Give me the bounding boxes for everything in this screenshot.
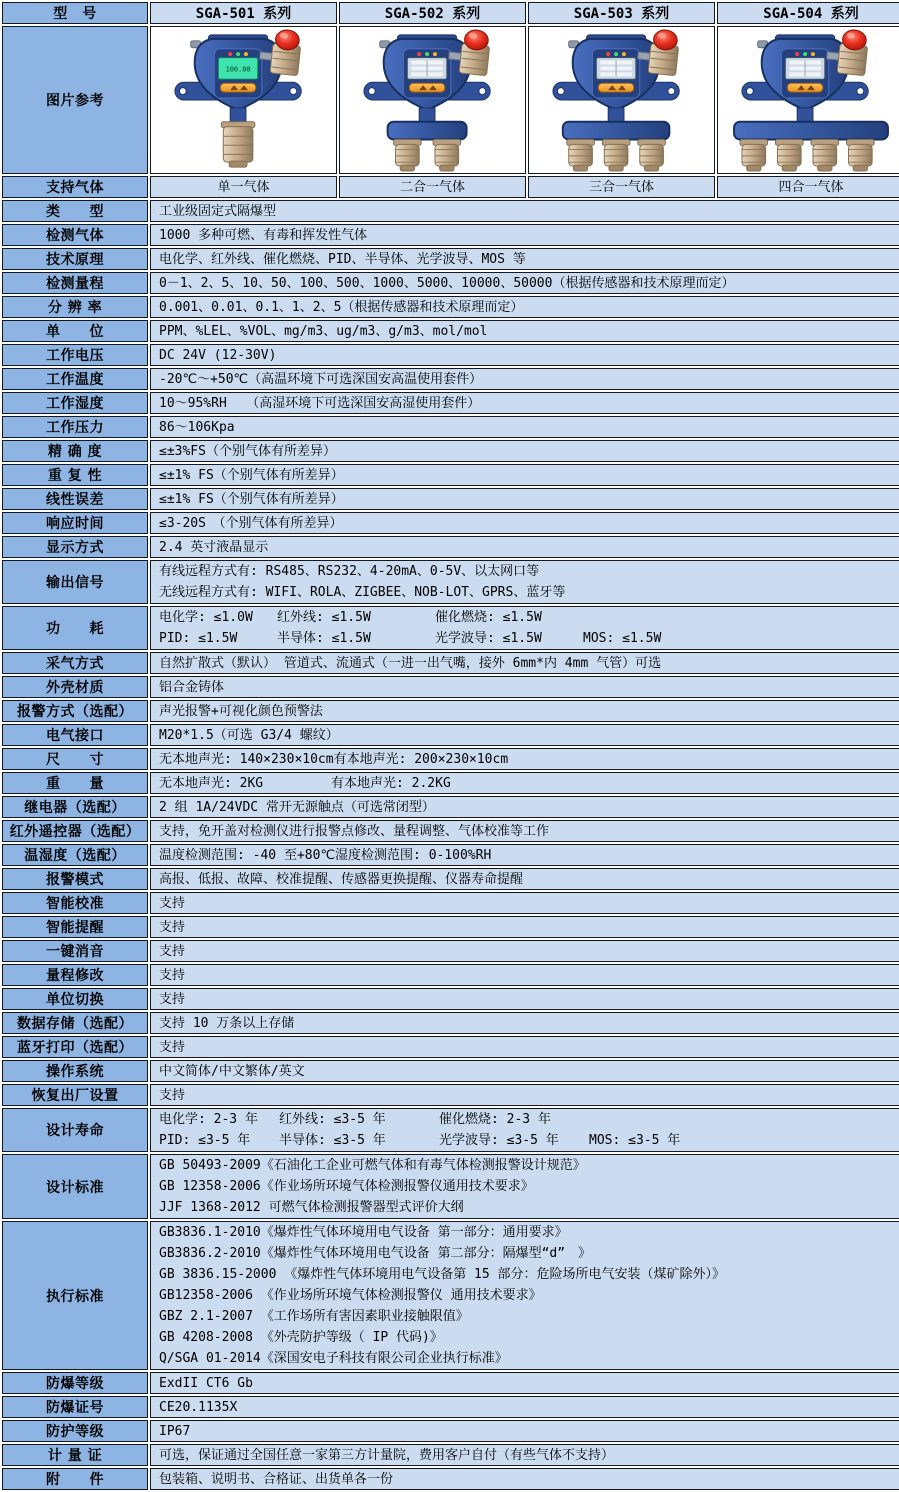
- table-row: [2, 248, 899, 270]
- device-image-cell: [717, 26, 899, 174]
- value-line: GB 12358-2006《作业场所环境气体检测报警仪通用技术要求》: [159, 1179, 534, 1194]
- value-segment: 红外线: ≤1.5W: [277, 610, 371, 625]
- value-segment: 有本地声光: 200×230×10cm: [333, 751, 509, 767]
- value-line: 支持: [159, 895, 186, 911]
- table-row: [2, 940, 899, 962]
- value-line: ≤±3%FS（个别气体有所差异）: [159, 443, 336, 459]
- value-segment: 红外线: ≤3-5 年: [279, 1112, 386, 1127]
- row-label-41: 防护等级: [2, 1420, 148, 1442]
- sensor-cylinder: [811, 139, 839, 171]
- device-image-sga-503: [533, 27, 711, 173]
- value-segment: 电化学: ≤1.0W: [159, 610, 253, 625]
- device-buttons: [598, 83, 634, 92]
- row-label-15: 输出信号: [2, 560, 148, 604]
- row-value: [150, 940, 899, 962]
- row-value: [150, 796, 899, 818]
- row-value: [150, 224, 899, 246]
- table-row: [2, 488, 899, 510]
- row-label-1: 检测气体: [2, 224, 148, 246]
- value-line: Q/SGA 01-2014《深国安电子科技有限公司企业执行标准》: [159, 1351, 508, 1366]
- table-row: [2, 344, 899, 366]
- row-value: [150, 892, 899, 914]
- value-line: [159, 847, 899, 864]
- gas-value-0: 单一气体: [150, 176, 337, 198]
- row-label-32: 数据存储（选配）: [2, 1012, 148, 1034]
- value-line: DC 24V (12-30V): [159, 347, 277, 363]
- value-line: 支持 10 万条以上存储: [159, 1015, 295, 1031]
- table-row: [2, 1420, 899, 1442]
- table-row: [2, 512, 899, 534]
- value-segment: MOS: ≤1.5W: [583, 631, 662, 646]
- table-row-gas: [2, 176, 899, 198]
- value-line: ExdII CT6 Gb: [159, 1375, 253, 1391]
- value-line: M20*1.5（可选 G3/4 螺纹）: [159, 727, 339, 743]
- device-image-cell: [150, 26, 337, 174]
- row-label-43: 附 件: [2, 1468, 148, 1490]
- row-label-model: 型 号: [2, 2, 148, 24]
- row-value: [150, 1221, 899, 1370]
- table-row: [2, 368, 899, 390]
- led-green: [425, 52, 429, 56]
- value-line: 无线远程方式有: WIFI、ROLA、ZIGBEE、NOB-LOT、GPRS、蓝牙等: [159, 585, 566, 600]
- value-line: GB3836.1-2010《爆炸性气体环境用电气设备 第一部分：通用要求》: [159, 1225, 568, 1240]
- value-line: 中文简体/中文繁体/英文: [159, 1063, 305, 1079]
- row-label-25: 温湿度（选配）: [2, 844, 148, 866]
- value-line: 0.001、0.01、0.1、1、2、5（根据传感器和技术原理而定）: [159, 299, 524, 315]
- table-row: [2, 606, 899, 650]
- device-image-cell: [528, 26, 715, 174]
- row-label-gas: 支持气体: [2, 176, 148, 198]
- value-line: [159, 1130, 899, 1151]
- row-value: [150, 964, 899, 986]
- sensor-manifold: [562, 122, 669, 140]
- led-green: [803, 52, 807, 56]
- row-value: [150, 440, 899, 462]
- table-row: [2, 916, 899, 938]
- device-buttons: [409, 83, 445, 92]
- value-line: ≤±1% FS（个别气体有所差异）: [159, 467, 344, 483]
- table-row: [2, 464, 899, 486]
- row-value: [150, 676, 899, 698]
- table-row: [2, 700, 899, 722]
- value-line: 可选，保证通过全国任意一家第三方计量院，费用客户自付（有些气体不支持）: [159, 1447, 615, 1463]
- row-value: [150, 748, 899, 770]
- value-line: 支持: [159, 1039, 186, 1055]
- row-value: [150, 1420, 899, 1442]
- value-line: IP67: [159, 1423, 191, 1439]
- table-row: [2, 988, 899, 1010]
- led-green: [614, 52, 618, 56]
- sensor-cylinder: [602, 139, 630, 171]
- table-row: [2, 964, 899, 986]
- table-row: [2, 440, 899, 462]
- table-row: [2, 392, 899, 414]
- row-label-27: 智能校准: [2, 892, 148, 914]
- row-value: [150, 488, 899, 510]
- row-label-2: 技术原理: [2, 248, 148, 270]
- table-row: [2, 536, 899, 558]
- row-value: [150, 272, 899, 294]
- value-segment: 催化燃烧: ≤1.5W: [435, 610, 542, 625]
- table-row: [2, 1468, 899, 1490]
- row-label-0: 类 型: [2, 200, 148, 222]
- value-segment: PID: ≤1.5W: [159, 631, 238, 646]
- value-line: 2 组 1A/24VDC 常开无源触点（可选常闭型）: [159, 799, 435, 815]
- row-label-36: 设计寿命: [2, 1108, 148, 1152]
- row-label-18: 外壳材质: [2, 676, 148, 698]
- row-label-19: 报警方式（选配）: [2, 700, 148, 722]
- device-buttons: [787, 83, 823, 92]
- row-label-38: 执行标准: [2, 1221, 148, 1370]
- row-label-31: 单位切换: [2, 988, 148, 1010]
- row-value: [150, 652, 899, 674]
- table-row: [2, 1036, 899, 1058]
- value-line: 电化学、红外线、催化燃烧、PID、半导体、光学波导、MOS 等: [159, 251, 526, 267]
- row-value: [150, 844, 899, 866]
- row-label-37: 设计标准: [2, 1154, 148, 1219]
- row-value: [150, 606, 899, 650]
- row-label-42: 计 量 证: [2, 1444, 148, 1466]
- table-row: [2, 820, 899, 842]
- row-label-35: 恢复出厂设置: [2, 1084, 148, 1106]
- value-line: 10～95%RH （高湿环境下可选深国安高湿使用套件）: [159, 395, 481, 411]
- model-header-3: SGA-504 系列: [717, 2, 899, 24]
- value-line: 自然扩散式（默认） 管道式、流通式（一进一出气嘴，接外 6mm*内 4mm 气管）可选: [159, 655, 662, 671]
- row-value: [150, 700, 899, 722]
- row-value: [150, 392, 899, 414]
- table-row: [2, 772, 899, 794]
- value-line: 铝合金铸体: [159, 679, 225, 695]
- row-value: [150, 1060, 899, 1082]
- value-line: [159, 628, 899, 649]
- row-value: [150, 916, 899, 938]
- row-value: [150, 820, 899, 842]
- row-label-11: 重 复 性: [2, 464, 148, 486]
- value-line: [159, 751, 899, 768]
- model-header-0: SGA-501 系列: [150, 2, 337, 24]
- gas-value-1: 二合一气体: [339, 176, 526, 198]
- value-line: 有线远程方式有: RS485、RS232、4-20mA、0-5V、以太网口等: [159, 564, 540, 579]
- value-line: GB 3836.15-2000 《爆炸性气体环境用电气设备第 15 部分：危险场所电气安装（煤矿除外）》: [159, 1267, 726, 1282]
- led-red: [228, 52, 232, 56]
- value-segment: 光学波导: ≤1.5W: [435, 631, 542, 646]
- row-value: [150, 772, 899, 794]
- row-value: [150, 724, 899, 746]
- row-value: [150, 1396, 899, 1418]
- value-line: 2.4 英寸液晶显示: [159, 539, 269, 555]
- sensor-cylinder: [393, 139, 421, 171]
- table-row: [2, 724, 899, 746]
- row-value: [150, 416, 899, 438]
- row-label-29: 一键消音: [2, 940, 148, 962]
- value-line: [159, 607, 899, 628]
- row-label-16: 功 耗: [2, 606, 148, 650]
- row-value: [150, 1108, 899, 1152]
- row-label-24: 红外遥控器（选配）: [2, 820, 148, 842]
- row-value: [150, 1012, 899, 1034]
- value-line: 支持: [159, 967, 186, 983]
- row-label-7: 工作温度: [2, 368, 148, 390]
- value-segment: 半导体: ≤3-5 年: [279, 1133, 386, 1148]
- row-value: [150, 988, 899, 1010]
- sensor-cylinder: [221, 122, 255, 167]
- value-line: PPM、%LEL、%VOL、mg/m3、ug/m3、g/m3、mol/mol: [159, 323, 488, 339]
- row-label-20: 电气接口: [2, 724, 148, 746]
- value-line: 包装箱、说明书、合格证、出货单各一份: [159, 1471, 394, 1487]
- row-label-30: 量程修改: [2, 964, 148, 986]
- row-label-22: 重 量: [2, 772, 148, 794]
- table-row: [2, 224, 899, 246]
- table-row: [2, 892, 899, 914]
- value-line: 0－1、2、5、10、50、100、500、1000、5000、10000、50000（根据传感器和技术原理而定）: [159, 275, 735, 291]
- table-row: [2, 296, 899, 318]
- row-label-23: 继电器（选配）: [2, 796, 148, 818]
- device-image-sga-502: [344, 27, 522, 173]
- row-label-8: 工作湿度: [2, 392, 148, 414]
- table-row: [2, 796, 899, 818]
- led-yellow: [433, 52, 437, 56]
- value-line: ≤3-20S （个别气体有所差异）: [159, 515, 343, 531]
- row-value: [150, 368, 899, 390]
- led-yellow: [622, 52, 626, 56]
- table-row: [2, 1221, 899, 1370]
- sensor-manifold: [387, 122, 466, 140]
- value-line: GBZ 2.1-2007 《工作场所有害因素职业接触限值》: [159, 1309, 469, 1324]
- table-row-images: [2, 26, 899, 174]
- led-green: [236, 52, 240, 56]
- sensor-cylinder: [433, 139, 461, 171]
- value-segment: 电化学: 2-3 年: [159, 1112, 258, 1127]
- row-label-34: 操作系统: [2, 1060, 148, 1082]
- row-value: [150, 248, 899, 270]
- screen-reading: 100.00: [225, 65, 251, 74]
- value-line: 声光报警+可视化颜色预警法: [159, 703, 323, 719]
- value-segment: MOS: ≤3-5 年: [589, 1133, 681, 1148]
- row-value: [150, 1372, 899, 1394]
- value-line: 支持: [159, 919, 186, 935]
- table-row: [2, 1060, 899, 1082]
- table-row-header: [2, 2, 899, 24]
- row-label-image: 图片参考: [2, 26, 148, 174]
- row-label-12: 线性误差: [2, 488, 148, 510]
- value-segment: 催化燃烧: 2-3 年: [439, 1112, 551, 1127]
- sensor-cylinder: [775, 139, 803, 171]
- value-segment: 半导体: ≤1.5W: [277, 631, 371, 646]
- led-yellow: [811, 52, 815, 56]
- row-value: [150, 344, 899, 366]
- row-label-17: 采气方式: [2, 652, 148, 674]
- table-row: [2, 748, 899, 770]
- table-row: [2, 200, 899, 222]
- row-value: [150, 560, 899, 604]
- row-label-13: 响应时间: [2, 512, 148, 534]
- led-red: [606, 52, 610, 56]
- device-image-sga-501: [155, 27, 333, 173]
- value-line: [159, 1109, 899, 1130]
- value-line: -20℃～+50℃（高温环境下可选深国安高温使用套件）: [159, 371, 483, 387]
- sensor-cylinder: [740, 139, 768, 171]
- table-row: [2, 1108, 899, 1152]
- value-line: GB12358-2006 《作业场所环境气体检测报警仪 通用技术要求》: [159, 1288, 542, 1303]
- row-label-26: 报警模式: [2, 868, 148, 890]
- table-row: [2, 1012, 899, 1034]
- row-label-5: 单 位: [2, 320, 148, 342]
- gas-value-3: 四合一气体: [717, 176, 899, 198]
- value-segment: 无本地声光: 2KG: [159, 775, 264, 791]
- model-header-2: SGA-503 系列: [528, 2, 715, 24]
- value-segment: 无本地声光: 140×230×10cm: [159, 751, 334, 767]
- device-image-sga-504: [722, 27, 899, 173]
- table-row: [2, 844, 899, 866]
- table-row: [2, 652, 899, 674]
- row-value: [150, 1444, 899, 1466]
- value-line: 支持: [159, 1087, 186, 1103]
- value-line: 86～106Kpa: [159, 419, 235, 435]
- table-row: [2, 868, 899, 890]
- row-label-9: 工作压力: [2, 416, 148, 438]
- row-value: [150, 512, 899, 534]
- row-value: [150, 200, 899, 222]
- row-value: [150, 536, 899, 558]
- row-label-10: 精 确 度: [2, 440, 148, 462]
- row-value: [150, 1154, 899, 1219]
- value-segment: 有本地声光: 2.2KG: [331, 775, 451, 791]
- value-line: 高报、低报、故障、校准提醒、传感器更换提醒、仪器寿命提醒: [159, 871, 524, 887]
- row-label-4: 分 辨 率: [2, 296, 148, 318]
- led-red: [417, 52, 421, 56]
- table-row: [2, 416, 899, 438]
- row-value: [150, 868, 899, 890]
- value-line: 支持，免开盖对检测仪进行报警点修改、量程调整、气体校准等工作: [159, 823, 550, 839]
- table-row: [2, 1396, 899, 1418]
- table-row: [2, 1372, 899, 1394]
- table-row: [2, 1154, 899, 1219]
- table-row: [2, 676, 899, 698]
- value-segment: PID: ≤3-5 年: [159, 1133, 251, 1148]
- table-row: [2, 320, 899, 342]
- table-row: [2, 1084, 899, 1106]
- row-value: [150, 320, 899, 342]
- value-line: CE20.1135X: [159, 1399, 238, 1415]
- row-label-21: 尺 寸: [2, 748, 148, 770]
- row-value: [150, 296, 899, 318]
- value-line: 1000 多种可燃、有毒和挥发性气体: [159, 227, 368, 243]
- gas-value-2: 三合一气体: [528, 176, 715, 198]
- sensor-manifold: [734, 122, 888, 140]
- led-yellow: [244, 52, 248, 56]
- table-row: [2, 560, 899, 604]
- led-red: [795, 52, 799, 56]
- value-line: GB 4208-2008 《外壳防护等级（ IP 代码)》: [159, 1330, 443, 1345]
- row-value: [150, 1084, 899, 1106]
- sensor-cylinder: [847, 139, 875, 171]
- value-line: ≤±1% FS（个别气体有所差异）: [159, 491, 344, 507]
- table-row: [2, 272, 899, 294]
- model-header-1: SGA-502 系列: [339, 2, 526, 24]
- row-label-40: 防爆证号: [2, 1396, 148, 1418]
- value-line: JJF 1368-2012 可燃气体检测报警器型式评价大纲: [159, 1200, 464, 1215]
- device-buttons: [220, 83, 256, 92]
- sensor-cylinder: [566, 139, 594, 171]
- value-line: GB 50493-2009《石油化工企业可燃气体和有毒气体检测报警设计规范》: [159, 1158, 586, 1173]
- row-label-33: 蓝牙打印（选配）: [2, 1036, 148, 1058]
- value-segment: 温度检测范围: -40 至+80℃: [159, 847, 336, 863]
- device-image-cell: [339, 26, 526, 174]
- value-line: [159, 775, 899, 792]
- row-value: [150, 1036, 899, 1058]
- value-segment: 光学波导: ≤3-5 年: [439, 1133, 559, 1148]
- row-value: [150, 464, 899, 486]
- value-line: 工业级固定式隔爆型: [159, 203, 277, 219]
- row-value: [150, 1468, 899, 1490]
- value-segment: 湿度检测范围: 0-100%RH: [335, 847, 492, 863]
- sensor-cylinder: [637, 139, 665, 171]
- table-row: [2, 1444, 899, 1466]
- row-label-3: 检测量程: [2, 272, 148, 294]
- row-label-39: 防爆等级: [2, 1372, 148, 1394]
- row-label-6: 工作电压: [2, 344, 148, 366]
- row-label-28: 智能提醒: [2, 916, 148, 938]
- value-line: GB3836.2-2010《爆炸性气体环境用电气设备 第二部分：隔爆型“d” 》: [159, 1246, 592, 1261]
- value-line: 支持: [159, 943, 186, 959]
- row-label-14: 显示方式: [2, 536, 148, 558]
- value-line: 支持: [159, 991, 186, 1007]
